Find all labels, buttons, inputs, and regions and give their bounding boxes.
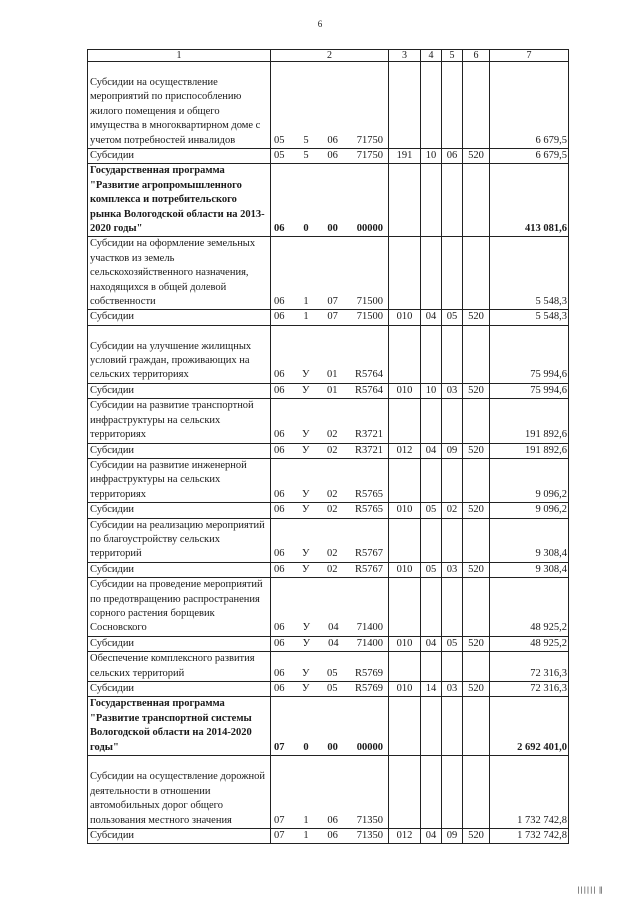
code-part: R5764: [354, 369, 383, 381]
expense-type-code: [463, 518, 490, 562]
code-part: 01: [326, 384, 338, 396]
code-part: 06: [327, 134, 338, 146]
row-name: Субсидии: [88, 829, 271, 844]
subsection-code: [442, 399, 463, 443]
code-part: 06: [274, 548, 285, 560]
subsection-code: [442, 237, 463, 310]
code-part: 06: [274, 563, 285, 575]
table-row: [88, 578, 569, 637]
section-code: [421, 325, 442, 383]
expense-kind: [389, 325, 421, 383]
amount: 6 679,5: [490, 149, 569, 164]
expense-kind: 010: [389, 310, 421, 325]
target-code: [271, 149, 389, 164]
code-part: У: [302, 429, 310, 441]
expense-kind: 010: [389, 636, 421, 651]
expense-type-code: 520: [463, 829, 490, 844]
target-code: [271, 458, 389, 502]
subsection-code: 09: [442, 829, 463, 844]
code-part: R5764: [354, 384, 383, 396]
expense-kind: 191: [389, 149, 421, 164]
code-part: У: [302, 444, 310, 456]
code-part: 71350: [356, 814, 383, 826]
table-row: [88, 458, 569, 502]
row-name: Субсидии на осуществление мероприятий по приспособлению жилого помещения и общего имущества в многоквартирном доме с учетом потребностей инвалидов: [88, 62, 271, 149]
code-part: 71400: [356, 637, 383, 649]
subsection-code: 03: [442, 682, 463, 697]
subsection-code: [442, 458, 463, 502]
code-part: 71500: [356, 311, 383, 323]
code-part: 05: [274, 134, 285, 146]
code-part: 0: [303, 223, 309, 235]
amount: 5 548,3: [490, 237, 569, 310]
budget-table: [87, 49, 569, 844]
header-cell: 7: [490, 50, 569, 62]
row-name: Субсидии на улучшение жилищных условий граждан, проживающих на сельских территориях: [88, 325, 271, 383]
target-code: [271, 325, 389, 383]
expense-kind: 010: [389, 503, 421, 518]
header-cell: 5: [442, 50, 463, 62]
code-part: 06: [274, 311, 285, 323]
target-code: [271, 562, 389, 577]
target-code: [271, 164, 389, 237]
target-code: [271, 383, 389, 398]
table-row: [88, 164, 569, 237]
expense-kind: [389, 697, 421, 756]
expense-kind: 010: [389, 682, 421, 697]
target-code: [271, 578, 389, 637]
amount: 9 308,4: [490, 518, 569, 562]
amount: 2 692 401,0: [490, 697, 569, 756]
amount: 1 732 742,8: [490, 829, 569, 844]
table-row: [88, 62, 569, 149]
row-name: Субсидии на проведение мероприятий по предотвращению распространения сорного растения борщевик Сосновского: [88, 578, 271, 637]
subsection-code: [442, 518, 463, 562]
target-code: [271, 399, 389, 443]
table-row: [88, 310, 569, 325]
amount: 72 316,3: [490, 652, 569, 682]
target-code: [271, 652, 389, 682]
expense-type-code: 520: [463, 383, 490, 398]
row-name: Субсидии: [88, 383, 271, 398]
table-row: [88, 562, 569, 577]
code-part: 06: [327, 830, 338, 842]
section-code: [421, 578, 442, 637]
row-name: Субсидии на развитие инженерной инфраструктуры на сельских территориях: [88, 458, 271, 502]
code-part: 02: [326, 429, 338, 441]
expense-kind: [389, 756, 421, 829]
code-part: 06: [274, 504, 285, 516]
subsection-code: [442, 578, 463, 637]
table-row: [88, 697, 569, 756]
expense-type-code: [463, 578, 490, 637]
header-row: [88, 50, 569, 62]
code-part: 00: [327, 223, 338, 235]
expense-type-code: [463, 652, 490, 682]
table-row: [88, 325, 569, 383]
expense-kind: 012: [389, 829, 421, 844]
code-part: 07: [274, 741, 285, 753]
code-part: 05: [274, 150, 285, 161]
expense-type-code: 520: [463, 443, 490, 458]
code-part: 05: [326, 667, 338, 679]
section-code: [421, 756, 442, 829]
section-code: 14: [421, 682, 442, 697]
code-part: У: [302, 488, 310, 500]
subsection-code: [442, 164, 463, 237]
code-part: 04: [328, 637, 339, 649]
table-row: [88, 636, 569, 651]
code-part: 5: [303, 150, 309, 161]
code-part: У: [302, 548, 310, 560]
subsection-code: [442, 62, 463, 149]
expense-type-code: [463, 237, 490, 310]
header-cell: 3: [389, 50, 421, 62]
code-part: 02: [326, 444, 338, 456]
code-part: 02: [326, 504, 338, 516]
row-name: Субсидии на развитие транспортной инфраструктуры на сельских территориях: [88, 399, 271, 443]
expense-type-code: [463, 62, 490, 149]
expense-kind: [389, 652, 421, 682]
section-code: [421, 697, 442, 756]
code-part: 5: [303, 134, 309, 146]
expense-kind: [389, 399, 421, 443]
code-part: 1: [303, 311, 309, 323]
code-part: 02: [326, 563, 338, 575]
header-cell: 4: [421, 50, 442, 62]
subsection-code: 05: [442, 636, 463, 651]
code-part: 71750: [356, 150, 383, 161]
code-part: 06: [274, 444, 285, 456]
row-name: Субсидии: [88, 149, 271, 164]
expense-type-code: 520: [463, 503, 490, 518]
section-code: [421, 164, 442, 237]
code-part: 07: [274, 814, 285, 826]
amount: 5 548,3: [490, 310, 569, 325]
code-part: 06: [274, 622, 285, 634]
section-code: [421, 237, 442, 310]
code-part: 71350: [356, 830, 383, 842]
row-name: Государственная программа "Развитие транспортной системы Вологодской области на 2014-2020 годы": [88, 697, 271, 756]
target-code: [271, 518, 389, 562]
row-name: Субсидии: [88, 636, 271, 651]
expense-type-code: 520: [463, 149, 490, 164]
code-part: У: [302, 384, 310, 396]
expense-kind: [389, 458, 421, 502]
code-part: 01: [326, 369, 338, 381]
code-part: R3721: [354, 444, 383, 456]
subsection-code: 02: [442, 503, 463, 518]
code-part: 06: [274, 296, 285, 308]
section-code: 04: [421, 310, 442, 325]
subsection-code: 06: [442, 149, 463, 164]
code-part: R5767: [354, 563, 383, 575]
code-part: У: [302, 667, 310, 679]
expense-kind: [389, 164, 421, 237]
amount: 191 892,6: [490, 443, 569, 458]
code-part: 06: [274, 667, 285, 679]
amount: 9 096,2: [490, 458, 569, 502]
amount: 9 308,4: [490, 562, 569, 577]
code-part: У: [302, 369, 310, 381]
code-part: 06: [327, 814, 338, 826]
target-code: [271, 310, 389, 325]
section-code: [421, 518, 442, 562]
row-name: Субсидии: [88, 682, 271, 697]
code-part: 06: [274, 637, 285, 649]
code-part: У: [302, 622, 311, 634]
code-part: 1: [303, 814, 309, 826]
code-part: 06: [327, 150, 338, 161]
target-code: [271, 443, 389, 458]
section-code: 04: [421, 636, 442, 651]
code-part: R5769: [354, 683, 383, 694]
section-code: [421, 62, 442, 149]
header-cell: 2: [271, 50, 389, 62]
amount: 191 892,6: [490, 399, 569, 443]
target-code: [271, 237, 389, 310]
table-row: [88, 399, 569, 443]
code-part: R5767: [354, 548, 383, 560]
expense-type-code: [463, 164, 490, 237]
code-part: 06: [274, 488, 285, 500]
header-cell: 6: [463, 50, 490, 62]
code-part: У: [302, 683, 310, 694]
expense-type-code: [463, 756, 490, 829]
row-name: Субсидии: [88, 562, 271, 577]
table-row: [88, 443, 569, 458]
code-part: 0: [303, 741, 309, 753]
row-name: Субсидии на осуществление дорожной деятельности в отношении автомобильных дорог общего пользования местного значения: [88, 756, 271, 829]
expense-kind: [389, 578, 421, 637]
amount: 75 994,6: [490, 383, 569, 398]
code-part: 1: [303, 296, 309, 308]
code-part: 06: [274, 429, 285, 441]
section-code: 05: [421, 503, 442, 518]
table-row: [88, 652, 569, 682]
expense-type-code: [463, 399, 490, 443]
code-part: 05: [326, 683, 338, 694]
code-part: У: [302, 637, 311, 649]
target-code: [271, 756, 389, 829]
amount: 413 081,6: [490, 164, 569, 237]
expense-kind: 010: [389, 562, 421, 577]
expense-type-code: [463, 458, 490, 502]
subsection-code: [442, 652, 463, 682]
code-part: 71400: [356, 622, 383, 634]
amount: 48 925,2: [490, 636, 569, 651]
table-row: [88, 518, 569, 562]
section-code: [421, 399, 442, 443]
subsection-code: 05: [442, 310, 463, 325]
code-part: R3721: [354, 429, 383, 441]
expense-kind: [389, 62, 421, 149]
table-row: [88, 503, 569, 518]
target-code: [271, 62, 389, 149]
target-code: [271, 829, 389, 844]
section-code: 10: [421, 149, 442, 164]
amount: 1 732 742,8: [490, 756, 569, 829]
code-part: 02: [326, 548, 338, 560]
section-code: 04: [421, 829, 442, 844]
header-cell: 1: [88, 50, 271, 62]
code-part: 02: [326, 488, 338, 500]
code-part: У: [302, 563, 310, 575]
expense-kind: [389, 518, 421, 562]
code-part: R5765: [354, 488, 383, 500]
scan-mark: |||||| ‖: [576, 886, 602, 894]
table-row: [88, 682, 569, 697]
table-row: [88, 383, 569, 398]
code-part: 07: [327, 296, 338, 308]
row-name: Субсидии: [88, 443, 271, 458]
section-code: 04: [421, 443, 442, 458]
table-row: [88, 149, 569, 164]
expense-type-code: [463, 697, 490, 756]
section-code: 05: [421, 562, 442, 577]
row-name: Субсидии: [88, 310, 271, 325]
target-code: [271, 503, 389, 518]
amount: 48 925,2: [490, 578, 569, 637]
target-code: [271, 636, 389, 651]
page-number: 6: [317, 19, 323, 29]
subsection-code: [442, 325, 463, 383]
code-part: R5769: [354, 667, 383, 679]
table-row: [88, 829, 569, 844]
amount: 9 096,2: [490, 503, 569, 518]
expense-type-code: 520: [463, 682, 490, 697]
row-name: Обеспечение комплексного развития сельских территорий: [88, 652, 271, 682]
row-name: Субсидии: [88, 503, 271, 518]
code-part: 00: [327, 741, 338, 753]
code-part: 71500: [356, 296, 383, 308]
expense-kind: [389, 237, 421, 310]
expense-kind: 010: [389, 383, 421, 398]
subsection-code: [442, 756, 463, 829]
code-part: 07: [327, 311, 338, 323]
expense-type-code: 520: [463, 562, 490, 577]
section-code: [421, 458, 442, 502]
section-code: 10: [421, 383, 442, 398]
table-row: [88, 756, 569, 829]
code-part: 71750: [356, 134, 383, 146]
code-part: 00000: [356, 223, 383, 235]
row-name: Субсидии на оформление земельных участков из земель сельскохозяйственного назначения, находящихся в общей долевой собственности: [88, 237, 271, 310]
table-row: [88, 237, 569, 310]
row-name: Государственная программа "Развитие агропромышленного комплекса и потребительского рынка Вологодской области на 2013-2020 годы": [88, 164, 271, 237]
target-code: [271, 697, 389, 756]
code-part: 06: [274, 683, 285, 694]
code-part: 1: [303, 830, 309, 842]
amount: 75 994,6: [490, 325, 569, 383]
subsection-code: 09: [442, 443, 463, 458]
expense-kind: 012: [389, 443, 421, 458]
code-part: R5765: [354, 504, 383, 516]
code-part: 07: [274, 830, 285, 842]
section-code: [421, 652, 442, 682]
code-part: 06: [274, 223, 285, 235]
expense-type-code: 520: [463, 310, 490, 325]
code-part: 06: [274, 384, 285, 396]
code-part: 06: [274, 369, 285, 381]
code-part: 04: [328, 622, 339, 634]
subsection-code: [442, 697, 463, 756]
code-part: У: [302, 504, 310, 516]
amount: 6 679,5: [490, 62, 569, 149]
amount: 72 316,3: [490, 682, 569, 697]
expense-type-code: [463, 325, 490, 383]
expense-type-code: 520: [463, 636, 490, 651]
code-part: 00000: [356, 741, 383, 753]
subsection-code: 03: [442, 383, 463, 398]
target-code: [271, 682, 389, 697]
subsection-code: 03: [442, 562, 463, 577]
row-name: Субсидии на реализацию мероприятий по благоустройству сельских территорий: [88, 518, 271, 562]
